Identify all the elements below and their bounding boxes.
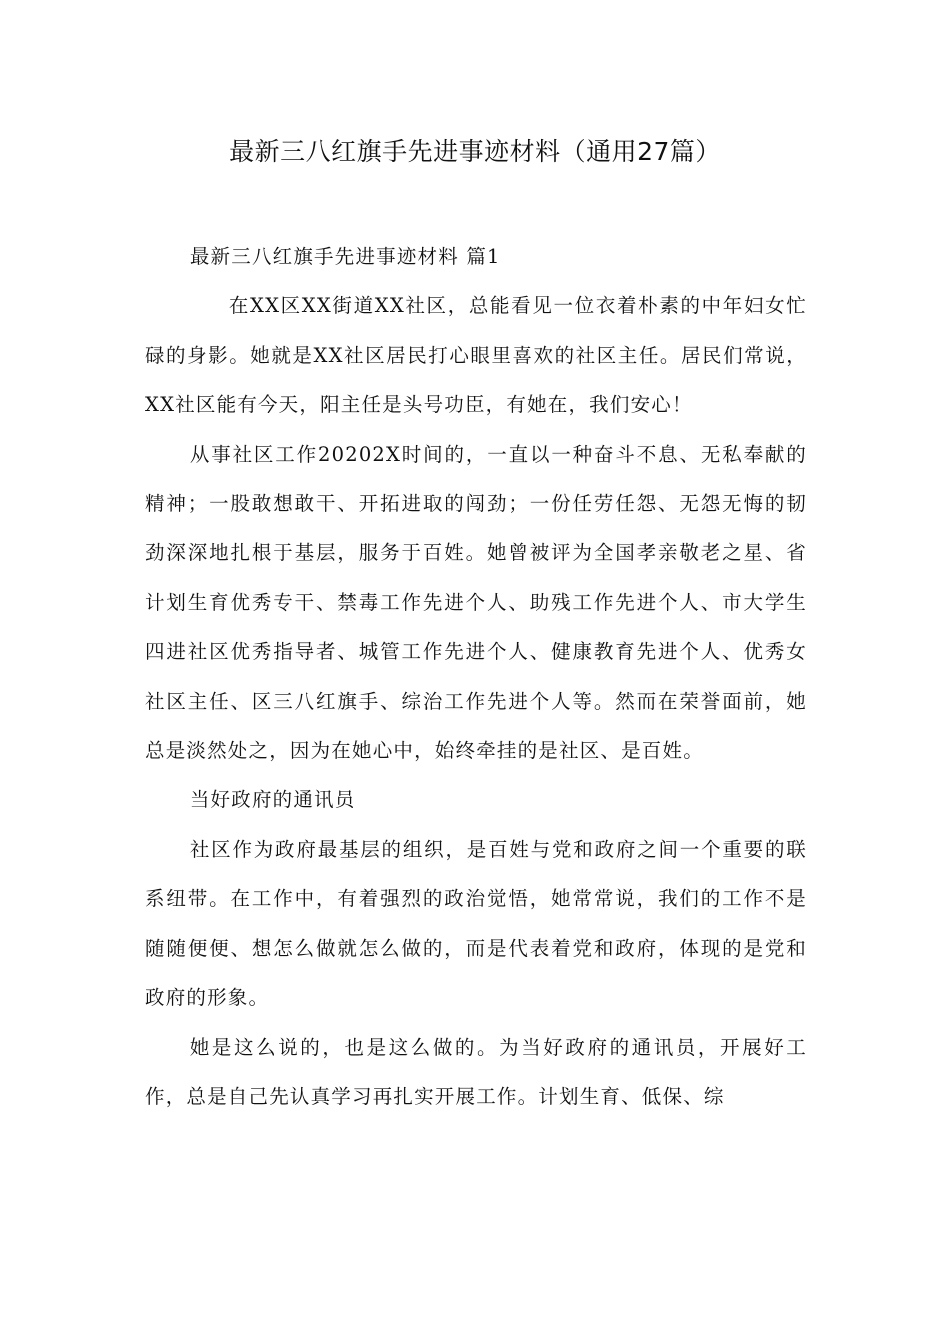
document-title: 最新三八红旗手先进事迹材料（通用27篇） bbox=[229, 137, 721, 166]
section-heading: 最新三八红旗手先进事迹材料 篇1 bbox=[189, 245, 501, 268]
paragraph-3: 社区作为政府最基层的组织，是百姓与党和政府之间一个重要的联系纽带。在工作中，有着强烈的政治觉悟，她常常说，我们的工作不是随随便便、想怎么做就怎么做的，而是代表着党和政府，体现的是党和政府的形象。 bbox=[145, 837, 807, 1010]
paragraph-1: 在XX区XX街道XX社区，总能看见一位衣着朴素的中年妇女忙碌的身影。她就是XX社区居民打心眼里喜欢的社区主任。居民们常说，XX社区能有今天，阳主任是头号功臣，有她在，我们安心！ bbox=[145, 294, 807, 417]
paragraph-2: 从事社区工作20202X时间的，一直以一种奋斗不息、无私奉献的精神；一股敢想敢干、开拓进取的闯劲；一份任劳任怨、无怨无悔的韧劲深深地扎根于基层，服务于百姓。她曾被评为全国孝亲敬老之星、省计划生育优秀专干、禁毒工作先进个人、助残工作先进个人、市大学生四进社区优秀指导者、城管工作先进个人、健康教育先进个人、优秀女社区主任、区三八红旗手、综治工作先进个人等。然而在荣誉面前，她总是淡然处之，因为在她心中，始终牵挂的是社区、是百姓。 bbox=[145, 442, 807, 763]
paragraph-4: 她是这么说的，也是这么做的。为当好政府的通讯员，开展好工作，总是自己先认真学习再扎实开展工作。计划生育、低保、综 bbox=[145, 1035, 807, 1108]
document-body bbox=[145, 232, 807, 1121]
subheading: 当好政府的通讯员 bbox=[189, 788, 356, 812]
